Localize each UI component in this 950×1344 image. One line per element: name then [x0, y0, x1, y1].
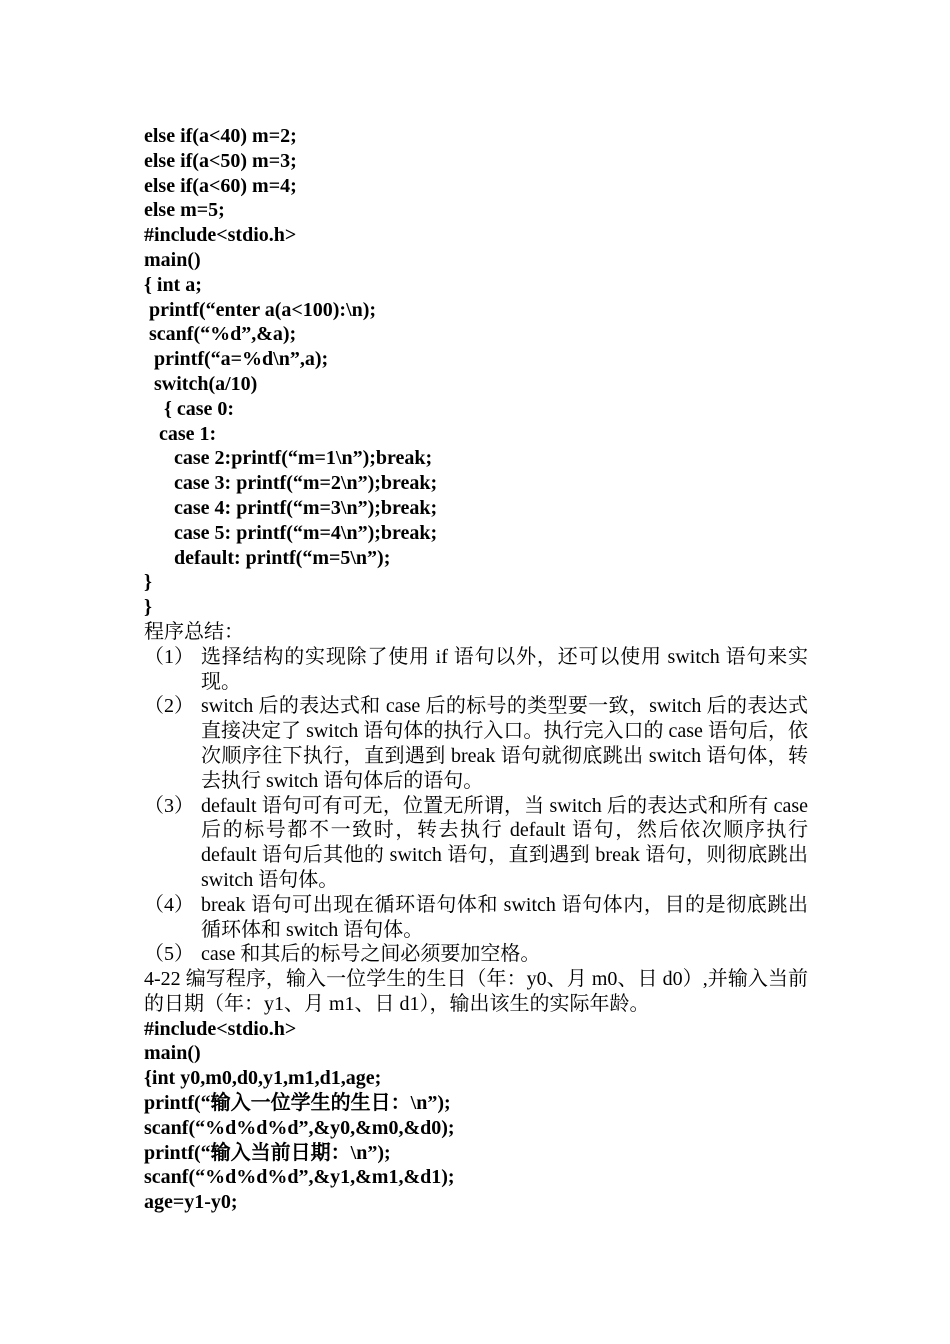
code-line: main() [144, 1042, 201, 1065]
summary-item-text: case 和其后的标号之间必须要加空格。 [201, 943, 541, 966]
code-line: printf(“a=%d\n”,a); [144, 348, 329, 371]
code-line: printf(“输入一位学生的生日：\n”); [144, 1092, 451, 1115]
code-line: case 4: printf(“m=3\n”);break; [144, 496, 438, 519]
code-line: } [144, 596, 152, 619]
summary-item-number: （5） [144, 943, 194, 966]
code-line: case 1: [144, 422, 217, 445]
code-line: { int a; [144, 273, 202, 296]
code-line: scanf(“%d”,&a); [144, 323, 297, 346]
code-line: case 3: printf(“m=2\n”);break; [144, 472, 438, 495]
summary-item-text: break 语句可出现在循环语句体和 switch 语句体内，目的是彻底跳出循环体和 switch 语句体。 [201, 893, 808, 941]
summary-item-4 [144, 893, 808, 943]
summary-item-number: （3） [144, 794, 194, 817]
code-line: main() [144, 248, 201, 271]
code-line: else if(a<50) m=3; [144, 149, 297, 172]
summary-item-number: （4） [144, 893, 194, 916]
code-line: else m=5; [144, 199, 225, 222]
code-line: printf(“输入当前日期：\n”); [144, 1141, 391, 1164]
code-line: age=y1-y0; [144, 1191, 238, 1214]
summary-item-1 [144, 645, 808, 695]
program-summary [144, 620, 808, 967]
code-line: printf(“enter a(a<100):\n); [144, 298, 377, 321]
code-line: else if(a<40) m=2; [144, 125, 297, 147]
code-line: default: printf(“m=5\n”); [144, 546, 391, 569]
code-line: #include<stdio.h> [144, 1017, 297, 1040]
code-line: } [144, 571, 152, 594]
code-line: { case 0: [144, 397, 235, 420]
code-line: {int y0,m0,d0,y1,m1,d1,age; [144, 1067, 382, 1090]
code-line: case 5: printf(“m=4\n”);break; [144, 521, 438, 544]
summary-item-text: switch 后的表达式和 case 后的标号的类型要一致，switch 后的表达式直接决定了 switch 语句体的执行入口。执行完入口的 case 语句后，依次顺序往下执行，直到遇到 break 语句就彻底跳出 switch 语句体，转去执行 switch 语句体后的语句。 [201, 695, 808, 792]
summary-item-text: 选择结构的实现除了使用 if 语句以外，还可以使用 switch 语句来实现。 [201, 645, 808, 693]
code-line: #include<stdio.h> [144, 224, 297, 247]
code-line: case 2:printf(“m=1\n”);break; [144, 447, 433, 470]
document-page [144, 124, 808, 1215]
summary-item-2 [144, 694, 808, 793]
code-line: scanf(“%d%d%d”,&y0,&m0,&d0); [144, 1116, 455, 1139]
exercise-statement: 4-22 编写程序，输入一位学生的生日（年：y0、月 m0、日 d0）,并输入当前的日期（年：y1、月 m1、日 d1），输出该生的实际年龄。 [144, 968, 808, 1015]
summary-heading: 程序总结： [144, 620, 244, 643]
code-block-switch [144, 124, 808, 620]
code-line: scanf(“%d%d%d”,&y1,&m1,&d1); [144, 1166, 455, 1189]
summary-item-number: （1） [144, 645, 194, 668]
code-block-age [144, 1017, 808, 1215]
code-line: switch(a/10) [144, 372, 258, 395]
code-line: else if(a<60) m=4; [144, 174, 297, 197]
summary-item-3 [144, 794, 808, 893]
summary-item-5 [144, 942, 808, 967]
summary-item-number: （2） [144, 695, 194, 718]
summary-item-text: default 语句可有可无，位置无所谓，当 switch 后的表达式和所有 case 后的标号都不一致时，转去执行 default 语句，然后依次顺序执行 default 语句后其他的 switch 语句，直到遇到 break 语句，则彻底跳出 switch 语句体。 [201, 794, 808, 891]
